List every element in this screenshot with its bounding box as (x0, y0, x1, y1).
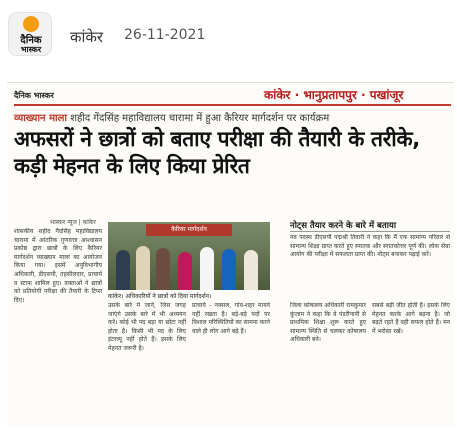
article-column-2: उसके बारे में जाने, जिस जगह जाएंगे उसके बारे में भी अध्ययन करें। कोई भी पद बड़ा या छोटा नहीं होता है। किसी भी पद के लिए इंटरव्यू नहीं होते हैं। इसके लिए मेहनत जरूरी है। (108, 302, 186, 352)
article-photo (108, 222, 270, 290)
photo-person (222, 249, 236, 290)
kicker-text: शहीद गेंदसिंह महाविद्यालय चारामा में हुआ कैरियर मार्गदर्शन पर कार्यक्रम (70, 113, 330, 124)
dainik-bhaskar-logo[interactable] (8, 12, 52, 56)
photo-person (156, 248, 170, 290)
article-column-5: सबसे बड़ी जीत होती है। इसके लिए मेहनत करके आगे बढ़ना है। जो बढ़ते रहते हैं वही सफल होते हैं। मन में भरोसा रखें। (372, 302, 450, 335)
masthead-location-line: कांकेर · भानुप्रतापपुर · पखांजूर (264, 88, 404, 102)
article-column-4: जिला कोषालय अधिकारी रामकुमार कुंजाम ने कहा कि वे पंडरीपानी से प्राथमिक शिक्षा शुरू करते हुए सामान्य स्थिति से चलकर कोषालय अधिकारी बने। (290, 302, 366, 344)
article-kicker (14, 110, 329, 124)
photo-caption: कांकेर। अधिकारियों ने छात्रों को दिया मार्गदर्शन। (108, 293, 212, 300)
photo-person (200, 247, 214, 290)
sidebar-divider (290, 231, 450, 232)
edition-date[interactable]: 26-11-2021 (124, 27, 206, 43)
sun-icon (23, 16, 39, 32)
logo-text-line2: भास्कर (20, 45, 42, 54)
article-headline: अफसरों ने छात्रों को बताए परीक्षा की तैयारी के तरीके, कड़ी मेहनत के लिए किया प्रेरित (14, 127, 420, 178)
masthead-paper-name: दैनिक भास्कर (14, 91, 54, 100)
article-column-3: प्राचार्य - नक्सल, गांव-शहर मायने नहीं रखता है। बड़े-बड़े पदों पर विशाल परिस्थितियों का सामना करने वाले ही लोग आगे बढ़े हैं। (192, 302, 270, 335)
photo-banner: कैरियर मार्गदर्शन (146, 224, 232, 236)
photo-person (244, 250, 258, 290)
article-byline: भास्कर न्यूज | कांकेर (50, 219, 96, 226)
masthead-divider (14, 104, 451, 106)
app-header (0, 0, 457, 70)
photo-person (136, 246, 150, 290)
logo-text-line1: दैनिक (20, 35, 42, 46)
sidebar-subheading: नोट्स तैयार करने के बारे में बताया (290, 221, 397, 231)
edition-city[interactable]: कांकेर (70, 28, 104, 46)
kicker-label: व्याख्यान माला (14, 113, 68, 124)
photo-person (178, 252, 192, 290)
sidebar-text: नव पदस्थ डीएसपी पद्मश्री तिवारी ने कहा कि मैं एक सामान्य परिवार से सामान्य शिक्षा प्राप्त करते हुए स्नातक और स्नातकोत्तर पूर्ण की। लोक सेवा आयोग की परीक्षा में सफलता प्राप्त की। नोट्स बनाकर पढ़ाई करें। (290, 234, 450, 259)
article-column-1: शासकीय शहीद गैंदसिंह महाविद्यालय चारामा में आंतरिक गुणवत्ता आश्वासन प्रकोष्ठ द्वारा छात्रों के लिए कैरियर मार्गदर्शन व्याख्यान माला का आयोजन किया गया। इसमें अनुविभागीय अधिकारी, डीएसपी, तहसीलदार, प्राचार्य व स्टाफ शामिल हुए। वक्ताओं ने छात्रों को प्रतियोगी परीक्षा की तैयारी के टिप्स दिए। (14, 228, 102, 304)
photo-person (116, 250, 130, 290)
